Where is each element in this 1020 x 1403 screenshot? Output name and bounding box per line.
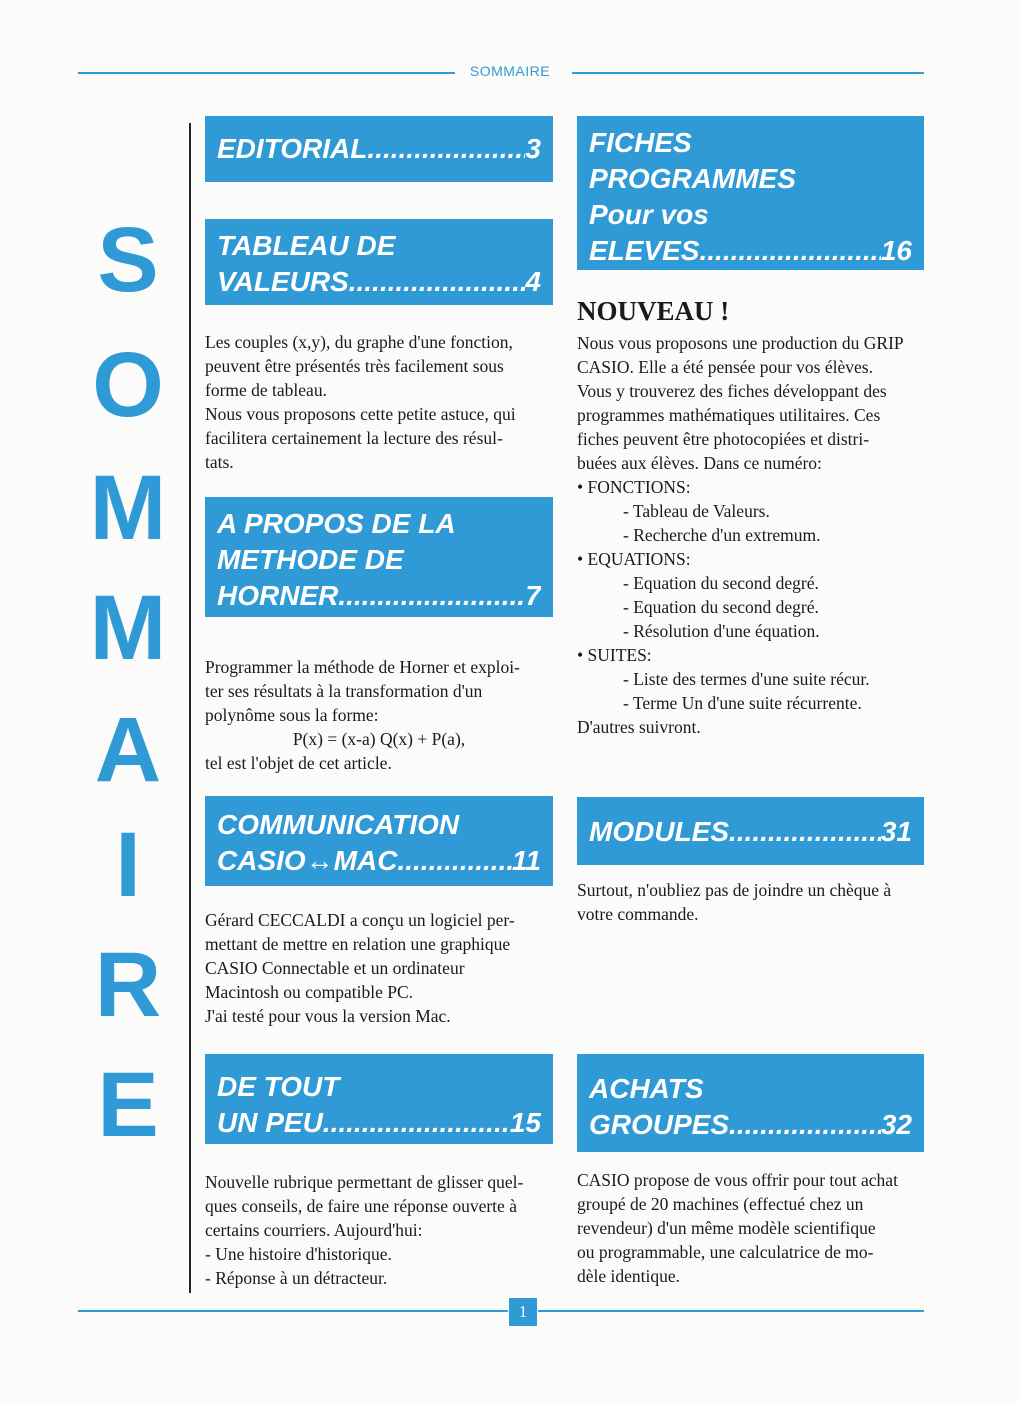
list-item: - Résolution d'une équation.	[623, 621, 820, 641]
section-editorial-heading: EDITORIAL ..... 3	[205, 116, 553, 182]
section-horner-text: Programmer la méthode de Horner et exploi- ter ses résultats à la transformation d'un polynôme sous la forme: P(x) = (x-a) Q(x) + P(a), tel est l'objet de cet article.	[205, 655, 553, 775]
list-item: - Liste des termes d'une suite récur.	[623, 669, 870, 689]
section-detout-text: Nouvelle rubrique permettant de glisser quel- ques conseils, de faire une réponse ouverte à certains courriers. Aujourd'hui: - Une histoire d'historique. - Réponse à un détracteur.	[205, 1172, 524, 1288]
list-item: - Equation du second degré.	[623, 573, 819, 593]
section-horner-heading: A PROPOS DE LA METHODE DE HORNER ..... 7	[205, 497, 553, 617]
list-group-title: • EQUATIONS:	[577, 549, 691, 569]
list-item: - Terme Un d'une suite récurrente.	[623, 693, 862, 713]
section-modules-text: Surtout, n'oubliez pas de joindre un chèque à votre commande.	[577, 880, 892, 924]
section-achats-text: CASIO propose de vous offrir pour tout achat groupé de 20 machines (effectué chez un revendeur) d'un même modèle scientifique ou programmable, une calculatrice de mo- dèle identique.	[577, 1170, 898, 1286]
section-communication-text: Gérard CECCALDI a conçu un logiciel per- mettant de mettre en relation une graphique CASIO Connectable et un ordinateur Macintosh ou compatible PC. J'ai testé pour vous la version Mac.	[205, 910, 515, 1026]
title-letter: I	[115, 814, 141, 916]
title-letter: M	[89, 457, 167, 559]
header-rule-right	[572, 72, 924, 74]
section-detout-heading: DE TOUT UN PEU ..... 15	[205, 1054, 553, 1144]
list-group-title: • SUITES:	[577, 645, 652, 665]
vertical-divider	[189, 123, 191, 1293]
list-item: - Tableau de Valeurs.	[623, 501, 770, 521]
nouveau-heading: NOUVEAU !	[577, 296, 730, 326]
section-achats-heading: ACHATS GROUPES ..... 32	[577, 1054, 924, 1152]
list-item: - Equation du second degré.	[623, 597, 819, 617]
section-fiches-text: Nous vous proposons une production du GRIP CASIO. Elle a été pensée pour vos élèves. Vous y trouverez des fiches développant des programmes mathématiques utilitaires. Ces fiches peuvent être photocopiées et distri- buées aux élèves. Dans ce numéro: • FONCTIONS: - Tableau de Valeurs. - Recherche d'un extremum. • EQUATIONS: - Equation du second degré. - Equation du second degré. - Résolution d'une équation. • SUITES: - Liste des termes d'une suite récur. - Terme Un d'une suite récurrente. D'autres suivront.	[577, 331, 924, 739]
section-fiches-heading: FICHES PROGRAMMES Pour vos ELEVES ..... 16	[577, 116, 924, 270]
header-rule-left	[78, 72, 455, 74]
header-label: SOMMAIRE	[469, 63, 551, 79]
section-communication-heading: COMMUNICATION CASIO↔MAC ..... 11	[205, 796, 553, 886]
title-letter: S	[97, 209, 159, 311]
title-letter: M	[89, 577, 167, 679]
page-number: 1	[509, 1298, 537, 1326]
list-item: - Recherche d'un extremum.	[623, 525, 821, 545]
horner-formula: P(x) = (x-a) Q(x) + P(a),	[292, 729, 466, 749]
title-letter: A	[94, 699, 162, 801]
title-letter: E	[97, 1054, 159, 1156]
section-modules-heading: MODULES ..... 31	[577, 797, 924, 865]
title-letter: R	[94, 934, 162, 1036]
footer-rule-right	[538, 1310, 924, 1312]
section-tableau-text: Les couples (x,y), du graphe d'une fonction, peuvent être présentés très facilement sous forme de tableau. Nous vous proposons cette petite astuce, qui facilitera certainement la lecture des résul- tats.	[205, 332, 516, 472]
footer-rule-left	[78, 1310, 508, 1312]
section-tableau-heading: TABLEAU DE VALEURS ..... 4	[205, 219, 553, 305]
title-letter: O	[92, 334, 164, 436]
list-group-title: • FONCTIONS:	[577, 477, 691, 497]
